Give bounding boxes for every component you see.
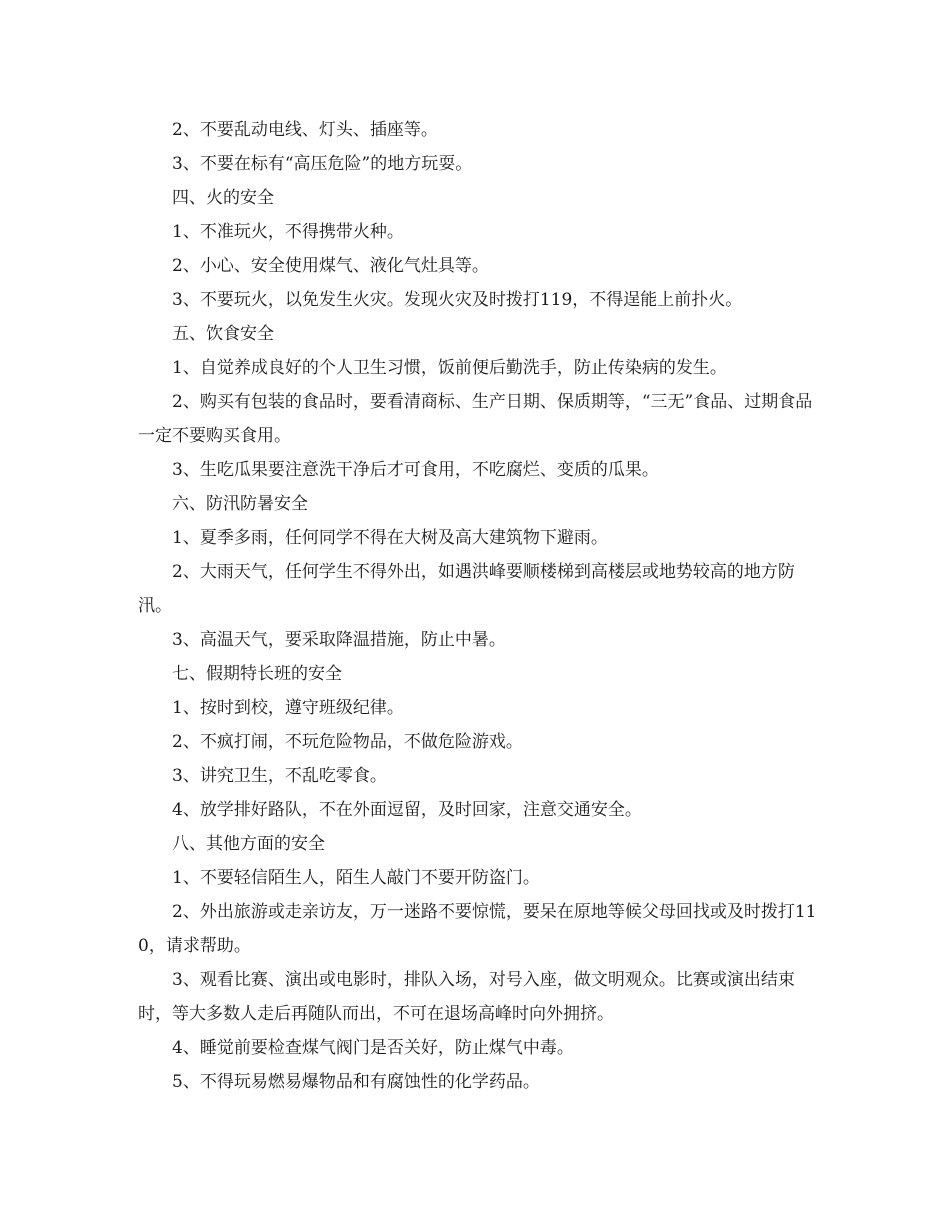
section-heading: 七、假期特长班的安全: [172, 664, 342, 684]
paragraph: 2、大雨天气，任何学生不得外出，如遇洪峰要顺楼梯到高楼层或地势较高的地方防汛。: [138, 562, 795, 616]
paragraph: 3、不要玩火，以免发生火灾。发现火灾及时拨打119，不得逞能上前扑火。: [172, 290, 743, 310]
section-heading: 五、饮食安全: [172, 324, 274, 344]
paragraph: 3、讲究卫生，不乱吃零食。: [172, 766, 387, 786]
paragraph: 3、高温天气，要采取降温措施，防止中暑。: [172, 630, 506, 650]
section-heading: 四、火的安全: [172, 188, 274, 208]
paragraph: 2、外出旅游或走亲访友，万一迷路不要惊慌，要呆在原地等候父母回找或及时拨打110，请求帮助。: [138, 902, 817, 956]
paragraph: 3、观看比赛、演出或电影时，排队入场，对号入座，做文明观众。比赛或演出结束时，等大多数人走后再随队而出，不可在退场高峰时向外拥挤。: [138, 970, 795, 1024]
paragraph: 4、放学排好路队，不在外面逗留，及时回家，注意交通安全。: [172, 800, 642, 820]
document-body: [138, 113, 824, 1099]
section-heading: 八、其他方面的安全: [172, 834, 325, 854]
paragraph: 1、按时到校，遵守班级纪律。: [172, 698, 404, 718]
paragraph: 2、购买有包装的食品时，要看清商标、生产日期、保质期等，“三无”食品、过期食品一定不要购买食用。: [138, 392, 813, 446]
paragraph: 2、小心、安全使用煤气、液化气灶具等。: [172, 256, 489, 276]
paragraph: 3、生吃瓜果要注意洗干净后才可食用，不吃腐烂、变质的瓜果。: [172, 460, 659, 480]
paragraph: 3、不要在标有“高压危险”的地方玩耍。: [172, 154, 473, 174]
paragraph: 2、不要乱动电线、灯头、插座等。: [172, 120, 438, 140]
paragraph: 2、不疯打闹，不玩危险物品，不做危险游戏。: [172, 732, 523, 752]
paragraph: 1、不要轻信陌生人，陌生人敲门不要开防盗门。: [172, 868, 540, 888]
section-heading: 六、防汛防暑安全: [172, 494, 308, 514]
paragraph: 1、自觉养成良好的个人卫生习惯，饭前便后勤洗手，防止传染病的发生。: [172, 358, 727, 378]
paragraph: 1、夏季多雨，任何同学不得在大树及高大建筑物下避雨。: [172, 528, 608, 548]
paragraph: 5、不得玩易燃易爆物品和有腐蚀性的化学药品。: [172, 1072, 540, 1092]
paragraph: 4、睡觉前要检查煤气阀门是否关好，防止煤气中毒。: [172, 1038, 574, 1058]
paragraph: 1、不准玩火，不得携带火种。: [172, 222, 404, 242]
